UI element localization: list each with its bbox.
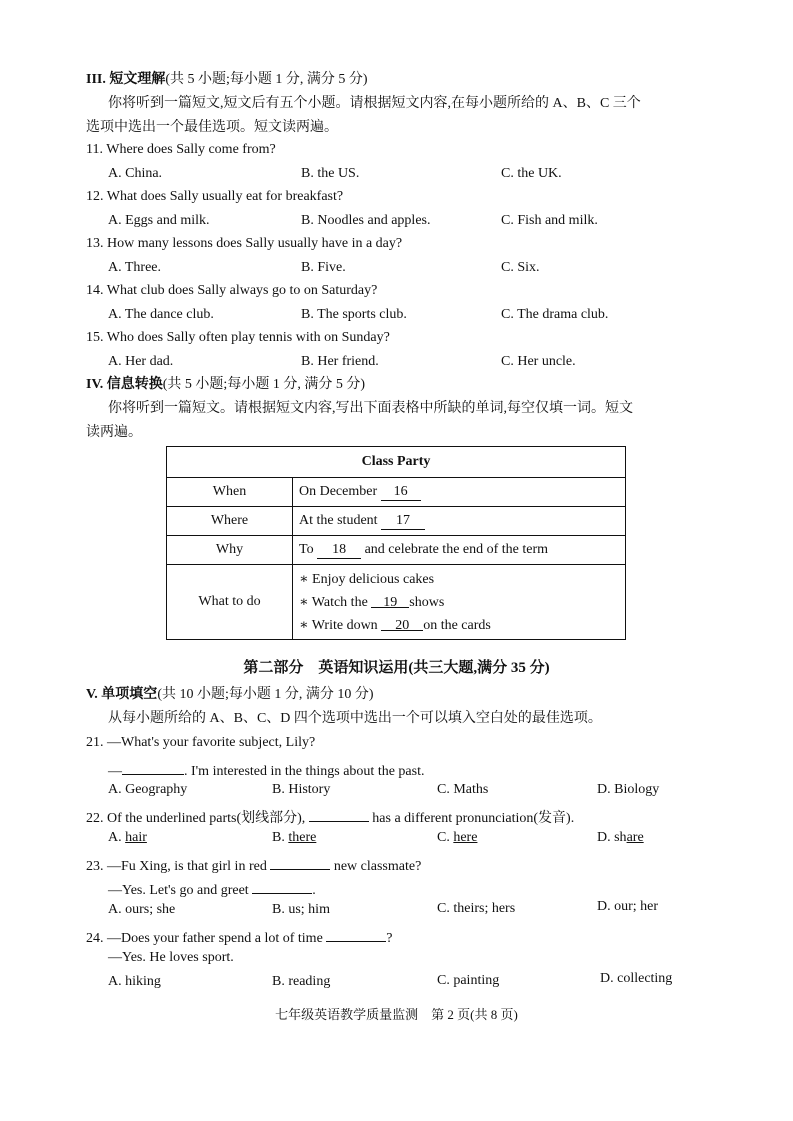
question-23-line-2	[108, 877, 316, 900]
question-22-stem	[86, 805, 574, 828]
question-11-option-a[interactable]: A. China.	[108, 166, 163, 181]
section-3-heading	[86, 71, 368, 89]
question-21-line-2	[108, 758, 424, 781]
what-to-do-value	[293, 565, 626, 640]
option-letter: A.	[108, 830, 126, 845]
bullet-2	[299, 591, 619, 614]
question-21-line-2-text: . I'm interested in the things about the past.	[184, 764, 425, 779]
question-12-option-c[interactable]: C. Fish and milk.	[501, 213, 598, 228]
question-21-option-a[interactable]: A. Geography	[108, 782, 188, 797]
question-21-option-d[interactable]: D. Biology	[597, 782, 660, 797]
page-footer: 七年级英语教学质量监测 第 2 页(共 8 页)	[275, 1007, 518, 1022]
question-21-blank[interactable]	[122, 758, 184, 775]
question-24-option-c[interactable]: C. painting	[437, 973, 500, 988]
table-title: Class Party	[167, 447, 626, 478]
question-23-line-2-end: .	[312, 883, 316, 898]
bullet-3-text: ∗ Write down	[299, 617, 378, 633]
question-24-option-b[interactable]: B. reading	[272, 974, 331, 989]
question-14-option-c[interactable]: C. The drama club.	[501, 307, 609, 322]
blank-20[interactable]: 20	[381, 614, 423, 631]
blank-19[interactable]: 19	[371, 591, 409, 608]
bullet-2-text: ∗ Watch the	[299, 594, 368, 610]
why-text: To	[299, 541, 314, 557]
why-value	[293, 536, 626, 565]
question-15-option-a[interactable]: A. Her dad.	[108, 354, 174, 369]
question-12-option-b[interactable]: B. Noodles and apples.	[301, 213, 431, 228]
option-underlined: here	[453, 830, 478, 845]
question-22-option-b[interactable]	[272, 829, 316, 847]
question-22-text: 22. Of the underlined parts(划线部分),	[86, 811, 306, 826]
section-3-instruction-1: 你将听到一篇短文,短文后有五个小题。请根据短文内容,在每小题所给的 A、B、C 三个	[108, 96, 641, 111]
option-letter: D. sh	[597, 830, 627, 845]
question-23-option-c[interactable]: C. theirs; hers	[437, 901, 516, 916]
question-23-option-b[interactable]: B. us; him	[272, 902, 330, 917]
why-label: Why	[167, 536, 293, 565]
section-4-instruction-2: 读两遍。	[86, 425, 142, 440]
bullet-3-text-post: on the cards	[423, 617, 491, 633]
question-22-option-d[interactable]	[597, 829, 644, 847]
what-to-do-label: What to do	[167, 565, 293, 640]
question-24-option-a[interactable]: A. hiking	[108, 974, 161, 989]
question-21-option-c[interactable]: C. Maths	[437, 782, 489, 797]
where-text: At the student	[299, 512, 378, 528]
section-3-instruction-2: 选项中选出一个最佳选项。短文读两遍。	[86, 120, 338, 135]
question-14-option-a[interactable]: A. The dance club.	[108, 307, 214, 322]
question-13-option-b[interactable]: B. Five.	[301, 260, 346, 275]
when-value	[293, 478, 626, 507]
option-letter: C.	[437, 830, 454, 845]
question-23-blank-2[interactable]	[252, 877, 312, 894]
section-4-title: IV. 信息转换	[86, 377, 163, 392]
blank-17[interactable]: 17	[381, 513, 425, 530]
question-15-stem: 15. Who does Sally often play tennis with on Sunday?	[86, 330, 390, 345]
question-15-option-b[interactable]: B. Her friend.	[301, 354, 379, 369]
bullet-1: ∗ Enjoy delicious cakes	[299, 571, 435, 587]
question-24-text-post: ?	[386, 931, 393, 946]
question-22-option-c[interactable]	[437, 829, 477, 847]
question-23-text-post: new classmate?	[333, 859, 422, 874]
class-party-table	[166, 446, 626, 640]
question-14-stem: 14. What club does Sally always go to on Saturday?	[86, 283, 378, 298]
bullet-2-text-post: shows	[409, 594, 445, 610]
blank-16[interactable]: 16	[381, 484, 421, 501]
section-4-note: (共 5 小题;每小题 1 分, 满分 5 分)	[162, 377, 365, 392]
section-3-title: III. 短文理解	[86, 72, 166, 87]
question-15-option-c[interactable]: C. Her uncle.	[501, 354, 576, 369]
when-text: On December	[299, 483, 378, 499]
question-23-option-d[interactable]: D. our; her	[597, 899, 659, 914]
question-13-option-c[interactable]: C. Six.	[501, 260, 540, 275]
when-label: When	[167, 478, 293, 507]
question-24-line-2: —Yes. He loves sport.	[108, 950, 234, 965]
part-2-title: 第二部分 英语知识运用(共三大题,满分 35 分)	[243, 660, 550, 676]
question-11-stem: 11. Where does Sally come from?	[86, 142, 276, 157]
question-23-line-2-text: —Yes. Let's go and greet	[108, 883, 249, 898]
question-23-blank-1[interactable]	[270, 853, 330, 870]
where-value	[293, 507, 626, 536]
question-23-stem	[86, 853, 421, 876]
question-23-option-a[interactable]: A. ours; she	[108, 902, 176, 917]
question-24-text: 24. —Does your father spend a lot of time	[86, 931, 323, 946]
question-22-option-a[interactable]	[108, 829, 147, 847]
option-letter: B.	[272, 830, 289, 845]
question-11-option-c[interactable]: C. the UK.	[501, 166, 562, 181]
question-13-option-a[interactable]: A. Three.	[108, 260, 161, 275]
section-5-note: (共 10 小题;每小题 1 分, 满分 10 分)	[157, 687, 374, 702]
option-underlined: hair	[125, 830, 147, 845]
question-21-option-b[interactable]: B. History	[272, 782, 331, 797]
section-4-heading	[86, 376, 365, 394]
question-24-stem	[86, 925, 393, 948]
bullet-3	[299, 614, 619, 637]
question-24-option-d[interactable]: D. collecting	[600, 971, 673, 986]
question-22-text-post: has a different pronunciation(发音).	[372, 811, 575, 826]
option-underlined: are	[626, 830, 644, 845]
question-21-stem: 21. —What's your favorite subject, Lily?	[86, 735, 316, 750]
section-4-instruction-1: 你将听到一篇短文。请根据短文内容,写出下面表格中所缺的单词,每空仅填一词。短文	[108, 401, 633, 416]
question-13-stem: 13. How many lessons does Sally usually have in a day?	[86, 236, 403, 251]
question-24-blank[interactable]	[326, 925, 386, 942]
question-14-option-b[interactable]: B. The sports club.	[301, 307, 407, 322]
question-12-option-a[interactable]: A. Eggs and milk.	[108, 213, 210, 228]
section-5-instruction: 从每小题所给的 A、B、C、D 四个选项中选出一个可以填入空白处的最佳选项。	[108, 711, 602, 726]
question-22-blank[interactable]	[309, 805, 369, 822]
why-text-post: and celebrate the end of the term	[364, 541, 549, 557]
where-label: Where	[167, 507, 293, 536]
option-underlined: there	[288, 830, 317, 845]
question-21-dash: —	[108, 764, 122, 779]
question-12-stem: 12. What does Sally usually eat for breakfast?	[86, 189, 344, 204]
question-23-text: 23. —Fu Xing, is that girl in red	[86, 859, 267, 874]
section-3-note: (共 5 小题;每小题 1 分, 满分 5 分)	[165, 72, 368, 87]
blank-18[interactable]: 18	[317, 542, 361, 559]
section-5-heading	[86, 686, 374, 704]
question-11-option-b[interactable]: B. the US.	[301, 166, 360, 181]
section-5-title: V. 单项填空	[86, 687, 158, 702]
